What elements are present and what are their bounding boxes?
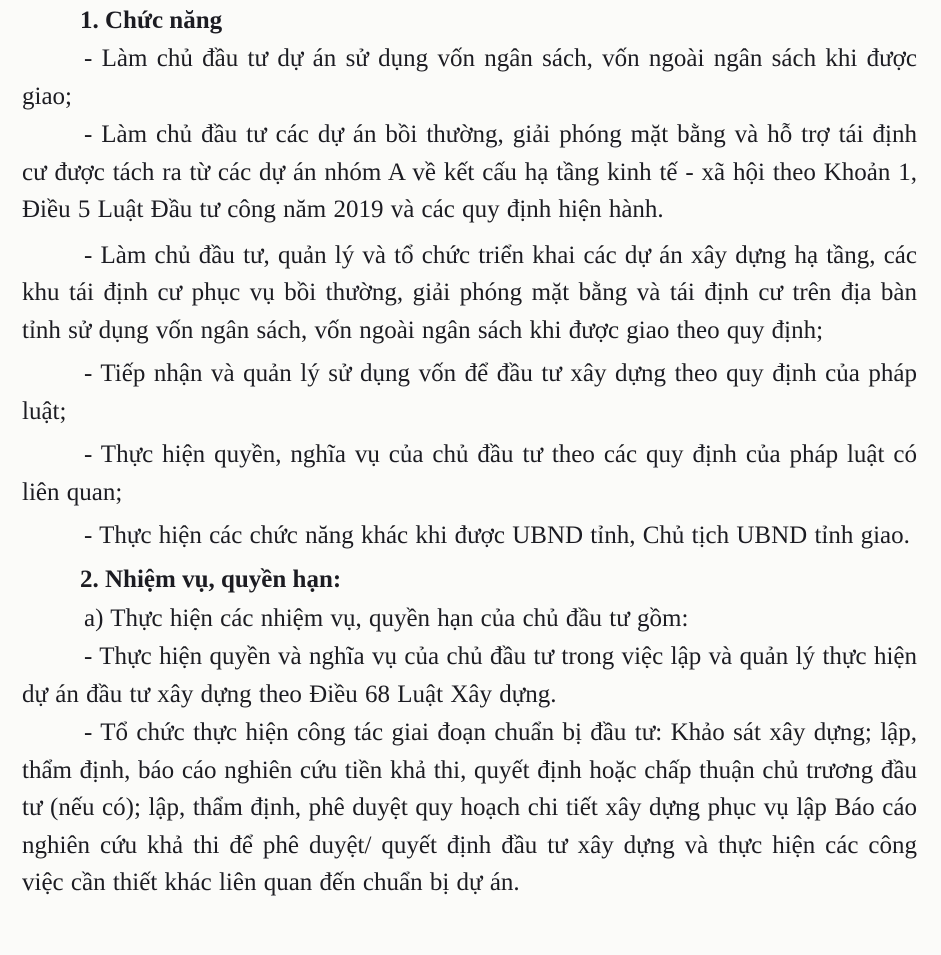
section-2-heading: 2. Nhiệm vụ, quyền hạn: <box>80 565 342 593</box>
section-1-paragraph-6: - Thực hiện các chức năng khác khi được UBND tỉnh, Chủ tịch UBND tỉnh giao. <box>84 522 910 549</box>
section-1-paragraph-2: - Làm chủ đầu tư các dự án bồi thường, giải phóng mặt bằng và hỗ trợ tái định cư được tách ra từ các dự án nhóm A về kết cấu hạ tầng kinh tế - xã hội theo Khoản 1, Điều 5 Luật Đầu tư công năm 2019 và các quy định hiện hành. <box>22 121 917 223</box>
section-1-paragraph-3: - Làm chủ đầu tư, quản lý và tổ chức triển khai các dự án xây dựng hạ tầng, các khu tái định cư phục vụ bồi thường, giải phóng mặt bằng và tái định cư trên địa bàn tỉnh sử dụng vốn ngân sách, vốn ngoài ngân sách khi được giao theo quy định; <box>22 241 917 344</box>
section-2-paragraph-3: - Tổ chức thực hiện công tác giai đoạn chuẩn bị đầu tư: Khảo sát xây dựng; lập, thẩm định, báo cáo nghiên cứu tiền khả thi, quyết định hoặc chấp thuận chủ trương đầu tư (nếu có); lập, thẩm định, phê duyệt quy hoạch chi tiết xây dựng phục vụ lập Báo cáo nghiên cứu khả thi để phê duyệt/ quyết định đầu tư xây dựng và thực hiện các công việc cần thiết khác liên quan đến chuẩn bị dự án. <box>22 719 917 896</box>
section-1-heading: 1. Chức năng <box>80 7 223 34</box>
section-1-paragraph-1: - Làm chủ đầu tư dự án sử dụng vốn ngân sách, vốn ngoài ngân sách khi được giao; <box>22 45 917 110</box>
section-1-paragraph-5: - Thực hiện quyền, nghĩa vụ của chủ đầu tư theo các quy định của pháp luật có liên quan; <box>22 441 917 506</box>
section-2-paragraph-2: - Thực hiện quyền và nghĩa vụ của chủ đầu tư trong việc lập và quản lý thực hiện dự án đầu tư xây dựng theo Điều 68 Luật Xây dựng. <box>22 643 917 708</box>
section-1-paragraph-4: - Tiếp nhận và quản lý sử dụng vốn để đầu tư xây dựng theo quy định của pháp luật; <box>22 360 917 425</box>
section-2-paragraph-1: a) Thực hiện các nhiệm vụ, quyền hạn của chủ đầu tư gồm: <box>84 604 689 632</box>
